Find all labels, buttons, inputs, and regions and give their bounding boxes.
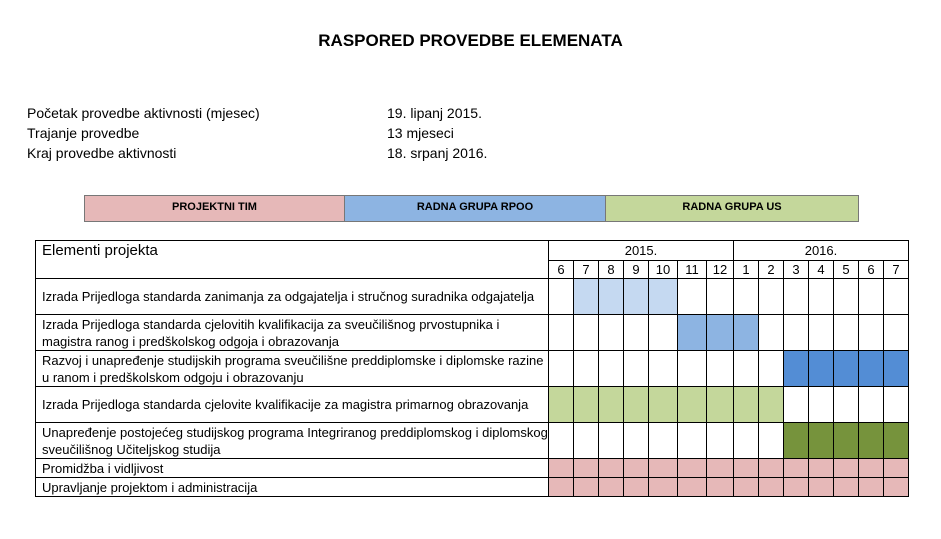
task-label: Unapređenje postojećeg studijskog programa Integriranog preddiplomskog i diplomskog sveučilišnog Učiteljskog studija (36, 423, 549, 459)
gantt-cell (649, 315, 678, 351)
gantt-cell (784, 459, 809, 478)
task-label: Upravljanje projektom i administracija (36, 478, 549, 497)
gantt-cell (759, 478, 784, 497)
month-header: 3 (784, 261, 809, 279)
gantt-cell (549, 459, 574, 478)
gantt-cell (707, 279, 734, 315)
gantt-cell (859, 279, 884, 315)
gantt-cell (549, 387, 574, 423)
gantt-cell (574, 423, 599, 459)
task-label: Izrada Prijedloga standarda cjelovite kvalifikacije za magistra primarnog obrazovanja (36, 387, 549, 423)
gantt-cell (599, 459, 624, 478)
gantt-cell (678, 315, 707, 351)
info-label: Trajanje provedbe (27, 125, 140, 141)
gantt-table (35, 240, 909, 497)
month-header: 9 (624, 261, 649, 279)
gantt-cell (734, 459, 759, 478)
month-header: 1 (734, 261, 759, 279)
gantt-cell (884, 459, 909, 478)
gantt-cell (599, 387, 624, 423)
gantt-cell (649, 387, 678, 423)
table-row (36, 387, 909, 423)
gantt-cell (574, 387, 599, 423)
gantt-cell (624, 387, 649, 423)
gantt-cell (884, 315, 909, 351)
gantt-cell (784, 315, 809, 351)
gantt-cell (624, 315, 649, 351)
gantt-cell (759, 315, 784, 351)
gantt-cell (884, 478, 909, 497)
gantt-cell (884, 351, 909, 387)
gantt-cell (734, 387, 759, 423)
table-row (36, 459, 909, 478)
gantt-cell (759, 387, 784, 423)
legend (84, 195, 859, 222)
gantt-cell (859, 459, 884, 478)
gantt-cell (678, 478, 707, 497)
year-header: 2015. (549, 241, 734, 261)
month-header: 7 (574, 261, 599, 279)
gantt-cell (809, 315, 834, 351)
gantt-cell (809, 459, 834, 478)
legend-projektni-tim: PROJEKTNI TIM (85, 196, 345, 221)
gantt-cell (834, 315, 859, 351)
gantt-cell (678, 423, 707, 459)
gantt-cell (834, 279, 859, 315)
gantt-cell (599, 351, 624, 387)
month-header: 5 (834, 261, 859, 279)
gantt-cell (574, 315, 599, 351)
legend-radna-grupa-rpoo: RADNA GRUPA RPOO (345, 196, 606, 221)
gantt-cell (809, 351, 834, 387)
gantt-cell (707, 315, 734, 351)
task-label: Promidžba i vidljivost (36, 459, 549, 478)
gantt-cell (759, 279, 784, 315)
gantt-cell (809, 478, 834, 497)
gantt-cell (859, 423, 884, 459)
gantt-cell (784, 423, 809, 459)
gantt-cell (599, 315, 624, 351)
gantt-cell (574, 478, 599, 497)
gantt-cell (784, 279, 809, 315)
gantt-cell (859, 351, 884, 387)
month-header: 6 (859, 261, 884, 279)
gantt-cell (599, 478, 624, 497)
gantt-cell (884, 387, 909, 423)
gantt-cell (834, 459, 859, 478)
table-row (36, 315, 909, 351)
task-label: Razvoj i unapređenje studijskih programa sveučilišne preddiplomske i diplomske razine u ranom i predškolskom odgoju i obrazovanju (36, 351, 549, 387)
gantt-cell (707, 478, 734, 497)
gantt-cell (649, 478, 678, 497)
page-title: RASPORED PROVEDBE ELEMENATA (318, 31, 623, 50)
gantt-cell (809, 423, 834, 459)
gantt-cell (834, 387, 859, 423)
month-header: 7 (884, 261, 909, 279)
header-row-years (36, 241, 909, 261)
gantt-cell (859, 315, 884, 351)
gantt-cell (859, 387, 884, 423)
gantt-cell (734, 423, 759, 459)
gantt-cell (649, 351, 678, 387)
elementi-header: Elementi projekta (36, 241, 549, 279)
gantt-cell (734, 315, 759, 351)
gantt-cell (859, 478, 884, 497)
info-value: 13 mjeseci (387, 125, 454, 141)
month-header: 12 (707, 261, 734, 279)
gantt-cell (678, 387, 707, 423)
gantt-cell (549, 279, 574, 315)
gantt-cell (624, 423, 649, 459)
table-row (36, 279, 909, 315)
info-label: Početak provedbe aktivnosti (mjesec) (27, 105, 260, 121)
gantt-cell (599, 423, 624, 459)
gantt-cell (707, 423, 734, 459)
gantt-cell (809, 279, 834, 315)
gantt-cell (678, 279, 707, 315)
gantt-cell (884, 423, 909, 459)
gantt-cell (649, 459, 678, 478)
gantt-cell (809, 387, 834, 423)
gantt-cell (734, 478, 759, 497)
month-header: 2 (759, 261, 784, 279)
gantt-cell (624, 459, 649, 478)
gantt-cell (784, 387, 809, 423)
gantt-cell (734, 279, 759, 315)
month-header: 10 (649, 261, 678, 279)
gantt-cell (549, 478, 574, 497)
table-row (36, 423, 909, 459)
gantt-cell (599, 279, 624, 315)
info-value: 19. lipanj 2015. (387, 105, 482, 121)
gantt-cell (707, 459, 734, 478)
gantt-cell (574, 459, 599, 478)
gantt-cell (834, 423, 859, 459)
info-value: 18. srpanj 2016. (387, 145, 488, 161)
task-label: Izrada Prijedloga standarda cjelovitih kvalifikacija za sveučilišnog prvostupnika i magistra ranog i predškolskog odgoja i obrazovanja (36, 315, 549, 351)
gantt-cell (759, 351, 784, 387)
month-header: 4 (809, 261, 834, 279)
gantt-cell (784, 351, 809, 387)
gantt-cell (649, 423, 678, 459)
gantt-cell (784, 478, 809, 497)
gantt-cell (549, 315, 574, 351)
gantt-cell (678, 351, 707, 387)
gantt-cell (624, 279, 649, 315)
table-row (36, 478, 909, 497)
gantt-cell (759, 423, 784, 459)
gantt-cell (834, 351, 859, 387)
month-header: 11 (678, 261, 707, 279)
gantt-cell (884, 279, 909, 315)
info-label: Kraj provedbe aktivnosti (27, 145, 177, 161)
year-header: 2016. (734, 241, 909, 261)
legend-radna-grupa-us: RADNA GRUPA US (606, 196, 858, 221)
gantt-cell (649, 279, 678, 315)
gantt-cell (707, 387, 734, 423)
task-label: Izrada Prijedloga standarda zanimanja za odgajatelja i stručnog suradnika odgajatelja (36, 279, 549, 315)
month-header: 8 (599, 261, 624, 279)
gantt-cell (707, 351, 734, 387)
gantt-cell (549, 351, 574, 387)
gantt-cell (574, 279, 599, 315)
gantt-cell (574, 351, 599, 387)
month-header: 6 (549, 261, 574, 279)
gantt-cell (834, 478, 859, 497)
gantt-cell (624, 478, 649, 497)
gantt-cell (549, 423, 574, 459)
gantt-cell (734, 351, 759, 387)
gantt-cell (678, 459, 707, 478)
gantt-cell (759, 459, 784, 478)
gantt-cell (624, 351, 649, 387)
table-row (36, 351, 909, 387)
